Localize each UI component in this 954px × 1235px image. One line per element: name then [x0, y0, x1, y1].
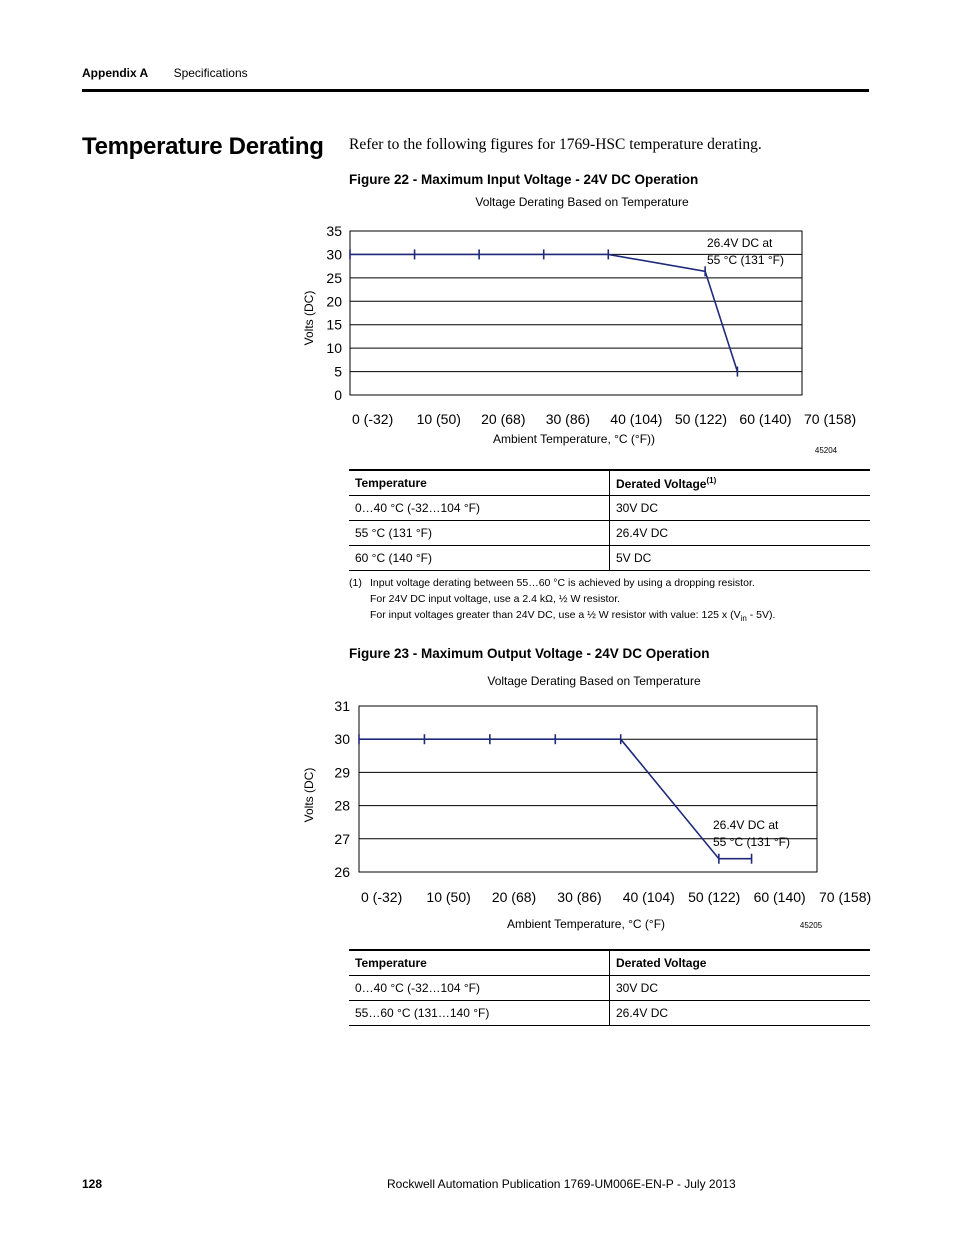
publication-info: Rockwell Automation Publication 1769-UM006E-EN-P - July 2013 — [387, 1177, 736, 1191]
derated-voltage-label: Derated Voltage — [616, 476, 707, 491]
x-tick-label: 40 (104) — [622, 889, 675, 905]
x-tick-label: 0 (-32) — [352, 411, 394, 427]
x-tick-label: 40 (104) — [610, 411, 663, 427]
y-tick-label: 31 — [334, 698, 350, 714]
y-tick-label: 5 — [334, 363, 342, 380]
footnote-ref: (1) — [706, 475, 717, 485]
appendix-label: Appendix A — [82, 66, 149, 80]
y-tick-label: 25 — [326, 269, 342, 286]
table-cell: 26.4V DC — [610, 521, 871, 546]
footnote-line: Input voltage derating between 55…60 °C is achieved by using a dropping resistor. — [370, 577, 755, 589]
x-tick-label: 70 (158) — [804, 411, 857, 427]
x-tick-label: 10 (50) — [426, 889, 471, 905]
y-tick-label: 27 — [334, 830, 350, 847]
column-header-derated-voltage: Derated Voltage — [610, 950, 871, 976]
table-header-row — [349, 950, 870, 976]
x-tick-label: 50 (122) — [674, 411, 728, 427]
y-tick-label: 35 — [326, 223, 342, 239]
y-axis-label: Volts (DC) — [302, 290, 316, 346]
table-cell: 30V DC — [610, 976, 871, 1001]
intro-text: Refer to the following figures for 1769-HSC temperature derating. — [349, 136, 762, 153]
table-output-derating — [349, 949, 870, 1026]
table-cell: 60 °C (140 °F) — [349, 546, 610, 571]
figure-id: 45205 — [799, 921, 823, 930]
y-tick-label: 20 — [326, 293, 342, 310]
table-cell: 0…40 °C (-32…104 °F) — [349, 496, 610, 521]
chart-annotation: 26.4V DC at — [707, 236, 773, 250]
y-tick-label: 30 — [326, 246, 342, 263]
chart-title: Voltage Derating Based on Temperature — [475, 195, 689, 209]
table-row — [349, 1001, 870, 1026]
chart-title: Voltage Derating Based on Temperature — [487, 674, 701, 688]
y-tick-label: 10 — [326, 340, 342, 357]
figure-id: 45204 — [814, 446, 838, 455]
table-cell: 5V DC — [610, 546, 871, 571]
y-tick-label: 15 — [326, 316, 342, 333]
page-number: 128 — [82, 1177, 103, 1191]
x-tick-label: 30 (86) — [557, 889, 602, 905]
footnote-subscript: in — [740, 614, 747, 624]
footnote-line: For 24V DC input voltage, use a 2.4 kΩ, ½ W resistor. — [370, 593, 621, 605]
table-cell: 55…60 °C (131…140 °F) — [349, 1001, 610, 1026]
column-header-temperature: Temperature — [349, 470, 610, 496]
x-tick-label: 60 (140) — [739, 411, 792, 427]
table-cell: 26.4V DC — [610, 1001, 871, 1026]
y-axis-label: Volts (DC) — [302, 767, 316, 823]
x-tick-label: 50 (122) — [688, 889, 741, 905]
column-header-temperature: Temperature — [349, 950, 610, 976]
series-line — [359, 739, 752, 859]
x-axis-label: Ambient Temperature, °C (°F)) — [492, 432, 656, 446]
chart-annotation: 55 °C (131 °F) — [707, 253, 784, 267]
y-tick-label: 0 — [334, 387, 342, 403]
y-tick-label: 26 — [334, 864, 350, 880]
x-tick-label: 30 (86) — [545, 411, 591, 427]
table-cell: 30V DC — [610, 496, 871, 521]
table-cell: 55 °C (131 °F) — [349, 521, 610, 546]
x-axis-label: Ambient Temperature, °C (°F) — [506, 917, 666, 931]
y-tick-label: 29 — [334, 764, 350, 781]
table-row — [349, 976, 870, 1001]
x-tick-label: 10 (50) — [416, 411, 461, 427]
footnote-number: (1) — [349, 577, 362, 589]
chart-annotation: 55 °C (131 °F) — [713, 835, 790, 849]
figure-23-caption: Figure 23 - Maximum Output Voltage - 24V DC Operation — [349, 646, 710, 661]
page-title: Temperature Derating — [82, 133, 324, 160]
y-tick-label: 30 — [334, 731, 350, 748]
chart-annotation: 26.4V DC at — [713, 818, 779, 832]
footnote-text: For input voltages greater than 24V DC, use a ½ W resistor with value: 125 x (V — [370, 609, 741, 621]
x-tick-label: 20 (68) — [491, 889, 537, 905]
x-tick-label: 0 (-32) — [361, 889, 403, 905]
table-cell: 0…40 °C (-32…104 °F) — [349, 976, 610, 1001]
figure-22-caption: Figure 22 - Maximum Input Voltage - 24V DC Operation — [349, 172, 699, 187]
section-label: Specifications — [173, 66, 248, 80]
x-tick-label: 70 (158) — [819, 889, 872, 905]
x-tick-label: 20 (68) — [481, 411, 526, 427]
footnote-text: - 5V). — [746, 609, 776, 621]
y-tick-label: 28 — [334, 797, 350, 814]
x-tick-label: 60 (140) — [753, 889, 806, 905]
